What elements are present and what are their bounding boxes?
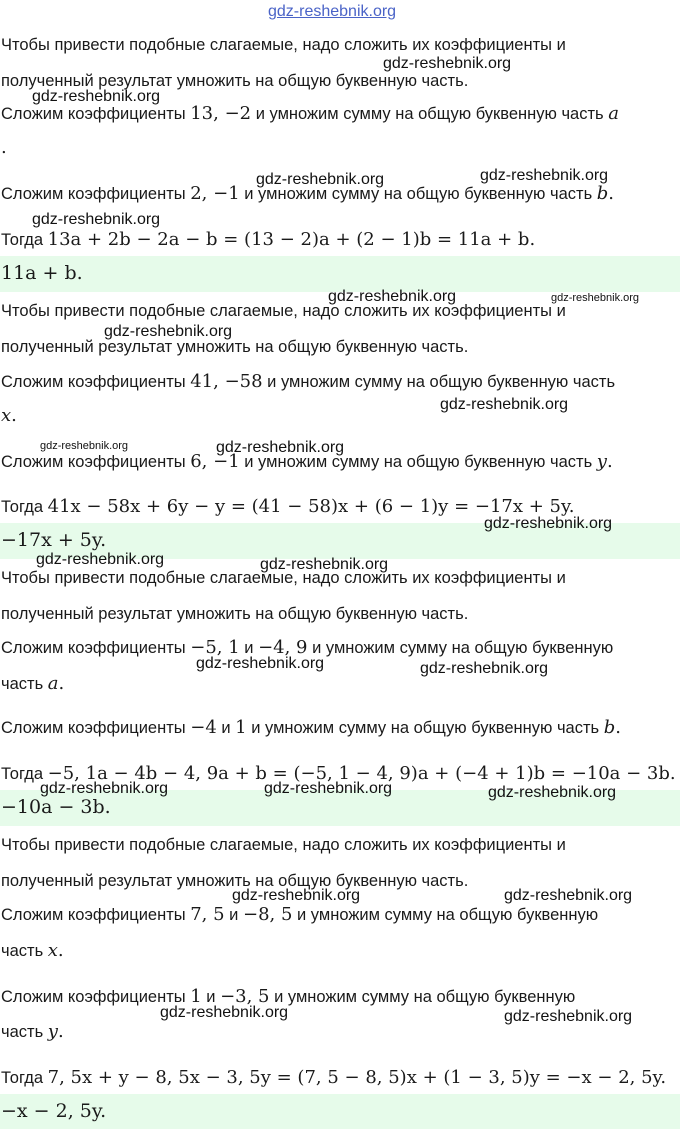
block4-intro-line2: полученный результат умножить на общую буквенную часть.	[1, 872, 469, 890]
watermark: gdz-reshebnik.org	[32, 211, 161, 228]
block1-intro-line2: полученный результат умножить на общую буквенную часть.	[1, 72, 469, 90]
watermark: gdz-reshebnik.org	[256, 171, 385, 188]
block4-step1-cont: часть x.	[1, 940, 64, 961]
watermark: gdz-reshebnik.org	[216, 439, 345, 456]
block4-step2: Сложим коэффициенты 1 и −3, 5 и умножим сумму на общую буквенную	[1, 986, 576, 1007]
watermark: gdz-reshebnik.org	[484, 515, 613, 532]
block4-answer-band	[0, 1094, 680, 1129]
watermark: gdz-reshebnik.org	[551, 292, 640, 304]
watermark: gdz-reshebnik.org	[32, 88, 161, 105]
watermark: gdz-reshebnik.org	[504, 887, 633, 904]
watermark: gdz-reshebnik.org	[160, 1004, 289, 1021]
block1-step1-cont: .	[1, 137, 7, 158]
watermark: gdz-reshebnik.org	[328, 288, 457, 305]
watermark: gdz-reshebnik.org	[264, 780, 393, 797]
watermark: gdz-reshebnik.org	[104, 323, 233, 340]
watermark: gdz-reshebnik.org	[488, 784, 617, 801]
block2-step1-cont: x.	[1, 405, 17, 426]
block1-answer: 11a + b.	[1, 262, 83, 284]
block2-step1: Сложим коэффициенты 41, −58 и умножим сумму на общую буквенную часть	[1, 371, 616, 392]
block2-intro-line2: полученный результат умножить на общую буквенную часть.	[1, 338, 469, 356]
block2-answer: −17x + 5y.	[1, 529, 107, 551]
block1-step2: Сложим коэффициенты 2, −1 и умножим сумму на общую буквенную часть b.	[1, 183, 615, 204]
block3-step1-cont: часть a.	[1, 673, 65, 694]
block3-intro-line2: полученный результат умножить на общую буквенную часть.	[1, 605, 469, 623]
watermark: gdz-reshebnik.org	[480, 167, 609, 184]
block3-step2: Сложим коэффициенты −4 и 1 и умножим сумму на общую буквенную часть b.	[1, 717, 621, 738]
watermark: gdz-reshebnik.org	[40, 780, 169, 797]
watermark: gdz-reshebnik.org	[36, 551, 165, 568]
block3-answer: −10a − 3b.	[1, 796, 111, 818]
block4-step2-cont: часть y.	[1, 1021, 64, 1042]
block1-answer-band	[0, 256, 680, 292]
block3-then: Тогда −5, 1a − 4b − 4, 9a + b = (−5, 1 − 4, 9)a + (−4 + 1)b = −10a − 3b.	[1, 763, 676, 784]
block2-intro-line1: Чтобы привести подобные слагаемые, надо сложить их коэффициенты и	[1, 302, 566, 320]
block4-answer: −x − 2, 5y.	[1, 1100, 107, 1122]
watermark: gdz-reshebnik.org	[232, 887, 361, 904]
block4-intro-line1: Чтобы привести подобные слагаемые, надо сложить их коэффициенты и	[1, 836, 566, 854]
watermark: gdz-reshebnik.org	[196, 655, 325, 672]
watermark: gdz-reshebnik.org	[260, 556, 389, 573]
block1-intro-line1: Чтобы привести подобные слагаемые, надо сложить их коэффициенты и	[1, 36, 566, 54]
block4-step1: Сложим коэффициенты 7, 5 и −8, 5 и умножим сумму на общую буквенную	[1, 904, 599, 925]
block3-step1: Сложим коэффициенты −5, 1 и −4, 9 и умножим сумму на общую буквенную	[1, 637, 614, 658]
watermark: gdz-reshebnik.org	[40, 440, 129, 452]
site-link[interactable]: gdz-reshebnik.org	[268, 3, 397, 20]
watermark: gdz-reshebnik.org	[420, 660, 549, 677]
block4-then: Тогда 7, 5x + y − 8, 5x − 3, 5y = (7, 5 − 8, 5)x + (1 − 3, 5)y = −x − 2, 5y.	[1, 1067, 667, 1088]
watermark: gdz-reshebnik.org	[504, 1008, 633, 1025]
block3-intro-line1: Чтобы привести подобные слагаемые, надо сложить их коэффициенты и	[1, 569, 566, 587]
block2-then: Тогда 41x − 58x + 6y − y = (41 − 58)x + (6 − 1)y = −17x + 5y.	[1, 496, 575, 517]
block1-then: Тогда 13a + 2b − 2a − b = (13 − 2)a + (2 − 1)b = 11a + b.	[1, 229, 536, 250]
watermark: gdz-reshebnik.org	[383, 55, 512, 72]
watermark: gdz-reshebnik.org	[440, 396, 569, 413]
block2-step2: Сложим коэффициенты 6, −1 и умножим сумму на общую буквенную часть y.	[1, 451, 613, 472]
block1-step1: Сложим коэффициенты 13, −2 и умножим сумму на общую буквенную часть a	[1, 103, 619, 124]
